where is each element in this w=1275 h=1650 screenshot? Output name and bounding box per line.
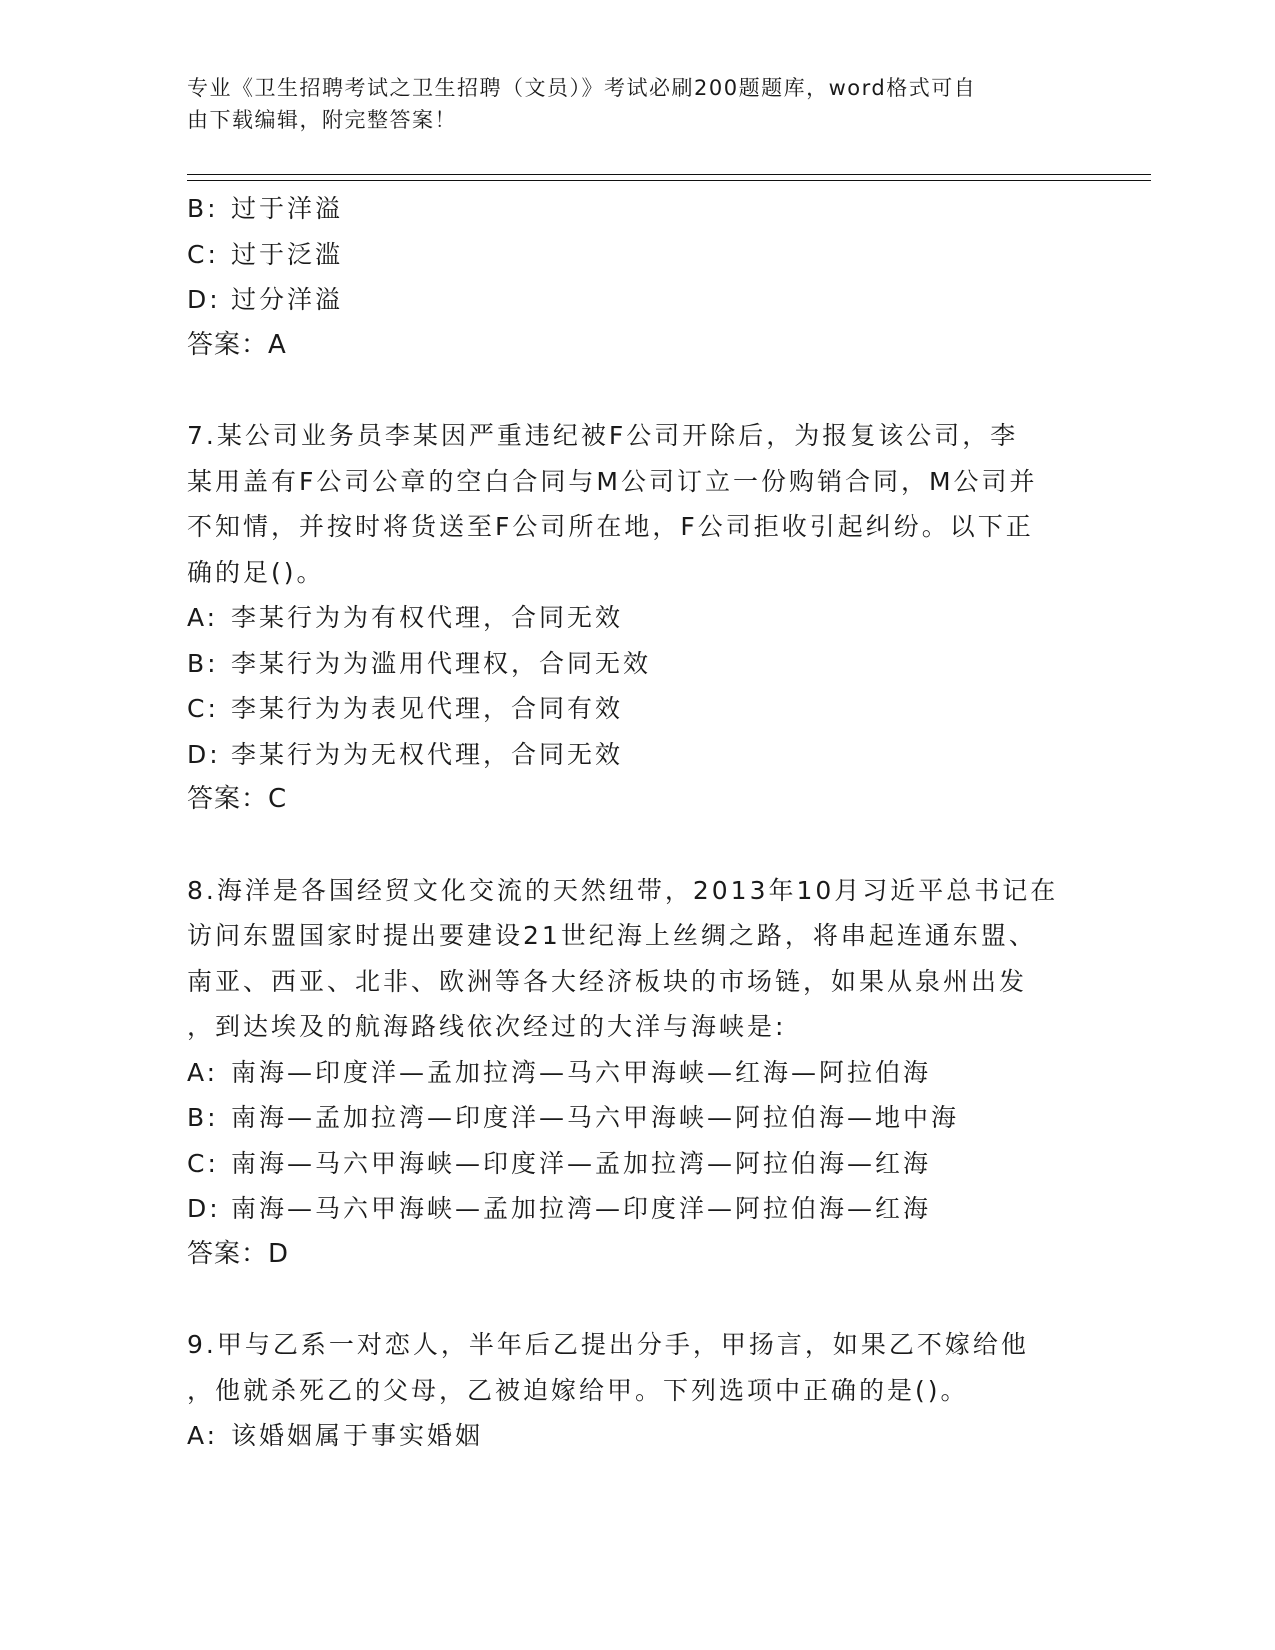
header-divider-bottom [187,180,1151,181]
option-text: 李某行为为无权代理，合同无效 [231,739,624,769]
option-label: B: [187,648,219,678]
option-a [187,595,1087,641]
option-text: 过于泛滥 [231,239,344,269]
option-d [187,732,1087,778]
question-7 [187,413,1087,823]
option-d [187,277,1087,323]
question-9 [187,1322,1087,1459]
header-line-1: 专业《卫生招聘考试之卫生招聘（文员）》考试必刷200题题库，word格式可自 [187,76,977,100]
question-text-line: 不知情，并按时将货送至F公司所在地，F公司拒收引起纠纷。以下正 [187,512,1034,541]
option-label: A: [187,1421,219,1450]
answer-line: 答案：A [187,329,287,360]
option-label: C: [187,1148,219,1178]
option-b [187,186,1087,232]
option-label: C: [187,694,219,723]
spacer [187,823,1087,868]
option-label: D: [187,1194,221,1223]
answer-line: 答案：D [187,1238,290,1269]
option-text: 过于洋溢 [231,194,344,223]
question-8 [187,868,1087,1278]
option-label: A: [187,603,219,632]
option-label: C: [187,239,219,269]
option-c [187,1141,1087,1187]
option-a [187,1050,1087,1096]
option-text: 该婚姻属于事实婚姻 [231,1421,484,1450]
question-text-line: 8.海洋是各国经贸文化交流的天然纽带，2013年10月习近平总书记在 [187,875,1059,905]
spacer [187,368,1087,413]
option-text: 李某行为为滥用代理权，合同无效 [231,648,652,678]
question-6-tail [187,186,1087,368]
option-d [187,1186,1087,1232]
option-c [187,232,1087,278]
question-text-line: ，他就杀死乙的父母，乙被迫嫁给甲。下列选项中正确的是()。 [187,1375,969,1405]
document-header [187,72,1067,136]
option-label: D: [187,285,221,314]
option-label: B: [187,1103,219,1132]
question-text-line: 某用盖有F公司公章的空白合同与M公司订立一份购销合同，M公司并 [187,466,1038,496]
question-text-line: 9.甲与乙系一对恋人，半年后乙提出分手，甲扬言，如果乙不嫁给他 [187,1330,1029,1359]
question-text-line: 南亚、西亚、北非、欧洲等各大经济板块的市场链，如果从泉州出发 [187,966,1028,996]
option-text: 南海—孟加拉湾—印度洋—马六甲海峡—阿拉伯海—地中海 [231,1103,960,1132]
option-text: 李某行为为有权代理，合同无效 [231,603,624,632]
question-text-line: ，到达埃及的航海路线依次经过的大洋与海峡是: [187,1012,787,1041]
header-divider-top [187,174,1151,175]
spacer [187,1277,1087,1322]
option-b [187,641,1087,687]
option-text: 李某行为为表见代理，合同有效 [231,694,624,723]
document-body [187,186,1087,1459]
option-text: 过分洋溢 [231,285,344,314]
option-text: 南海—马六甲海峡—印度洋—孟加拉湾—阿拉伯海—红海 [231,1148,932,1178]
option-label: B: [187,194,219,223]
question-text-line: 7.某公司业务员李某因严重违纪被F公司开除后，为报复该公司，李 [187,421,1019,450]
question-text-line: 访问东盟国家时提出要建设21世纪海上丝绸之路，将串起连通东盟、 [187,921,1037,950]
question-text-line: 确的足()。 [187,557,325,587]
option-label: D: [187,739,221,769]
option-text: 南海—马六甲海峡—孟加拉湾—印度洋—阿拉伯海—红海 [231,1194,932,1223]
option-text: 南海—印度洋—孟加拉湾—马六甲海峡—红海—阿拉伯海 [231,1057,932,1087]
header-line-2: 由下载编辑，附完整答案！ [187,108,457,132]
answer-line: 答案：C [187,784,288,814]
option-b [187,1095,1087,1141]
option-c [187,686,1087,732]
option-a [187,1413,1087,1459]
option-label: A: [187,1057,219,1087]
